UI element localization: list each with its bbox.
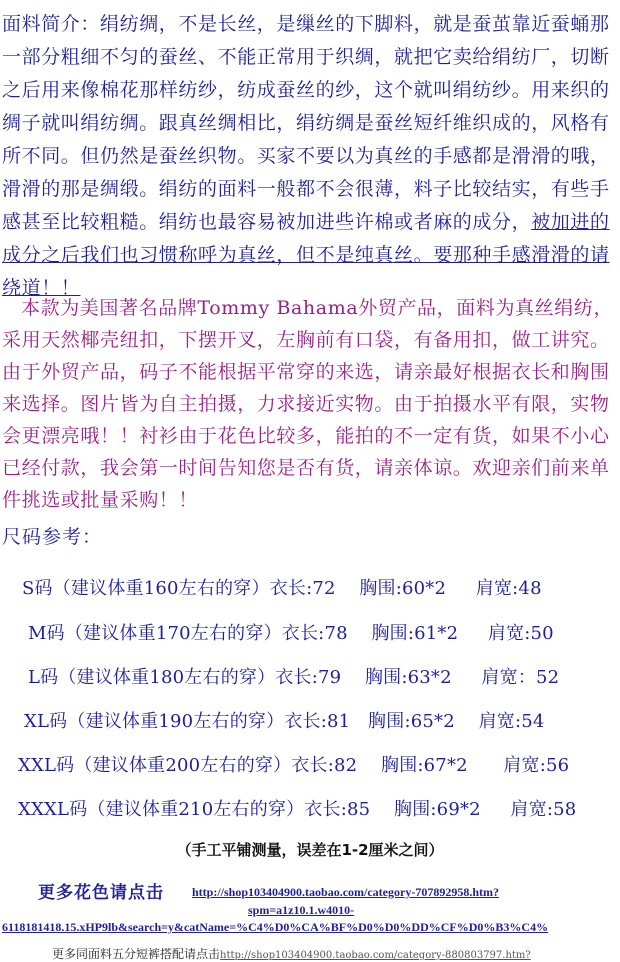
more-pants-label: 更多同面料五分短裤搭配请点击 bbox=[52, 947, 221, 961]
size-row-xxl: XXL码（建议体重200左右的穿）衣长:82 胸围:67*2 肩宽:56 bbox=[18, 755, 570, 776]
product-description-text: 本款为美国著名品牌Tommy Bahama外贸产品，面料为真丝绢纺，采用天然椰壳纽扣，下摆开叉，左胸前有口袋，有备用扣，做工讲究。由于外贸产品，码子不能根据平常穿的来选，请亲最好根据衣长和胸围来选择。图片皆为自主拍摄，力求接近实物。由于拍摄水平有限，实物会更漂亮哦！！衬衫由于花色比较多，能拍的不一定有货，如果不小心已经付款，我会第一时间告知您是否有货，请亲体谅。欢迎亲们前来单件挑选或批量采购！！ bbox=[2, 297, 614, 511]
measurement-note: （手工平铺测量，误差在1-2厘米之间） bbox=[176, 841, 444, 859]
fabric-intro-paragraph bbox=[2, 8, 618, 305]
more-colors-link-line3[interactable]: 6118181418.15.xHP9lb&search=y&catName=%C4%D0%CA%BF%D0%D0%DD%CF%D0%B3%C4% bbox=[2, 920, 549, 934]
more-colors-label: 更多花色请点击 bbox=[38, 883, 164, 903]
product-description-paragraph bbox=[2, 292, 618, 516]
more-pants-line bbox=[52, 945, 531, 962]
fabric-intro-text: 面料简介：绢纺绸，不是长丝，是缫丝的下脚料，就是蚕茧靠近蚕蛹那一部分粗细不匀的蚕丝、不能正常用于织绸，就把它卖给绢纺厂，切断之后用来像棉花那样纺纱，纺成蚕丝的纱，这个就叫绢纺纱。用来织的绸子就叫绢纺绸。跟真丝绸相比，绢纺绸是蚕丝短纤维织成的，风格有所不同。但仍然是蚕丝织物。买家不要以为真丝的手感都是滑滑的哦，滑滑的那是绸缎。绢纺的面料一般都不会很薄，料子比较结实，有些手感甚至比较粗糙。绢纺也最容易被加进些许棉或者麻的成分， bbox=[2, 13, 610, 233]
more-colors-link-line2[interactable]: spm=a1z10.1.w4010- bbox=[248, 903, 355, 917]
size-row-xl: XL码（建议体重190左右的穿）衣长:81 胸围:65*2 肩宽:54 bbox=[24, 711, 545, 732]
size-row-xxxl: XXXL码（建议体重210左右的穿）衣长:85 胸围:69*2 肩宽:58 bbox=[18, 799, 577, 820]
size-row-s: S码（建议体重160左右的穿）衣长:72 胸围:60*2 肩宽:48 bbox=[22, 578, 542, 599]
more-colors-link-line1[interactable]: http://shop103404900.taobao.com/category-707892958.htm? bbox=[192, 885, 499, 899]
fabric-intro-underlined-warning: 被加进的成分之后我们也习惯称呼为真丝，但不是纯真丝。要那种手感滑滑的请绕道！！ bbox=[2, 211, 610, 299]
size-row-m: M码（建议体重170左右的穿）衣长:78 胸围:61*2 肩宽:50 bbox=[28, 623, 554, 644]
size-row-l: L码（建议体重180左右的穿）衣长:79 胸围:63*2 肩宽：52 bbox=[28, 667, 560, 688]
more-pants-link[interactable]: http://shop103404900.taobao.com/category-880803797.htm? bbox=[220, 950, 531, 961]
size-reference-heading: 尺码参考： bbox=[2, 526, 103, 548]
